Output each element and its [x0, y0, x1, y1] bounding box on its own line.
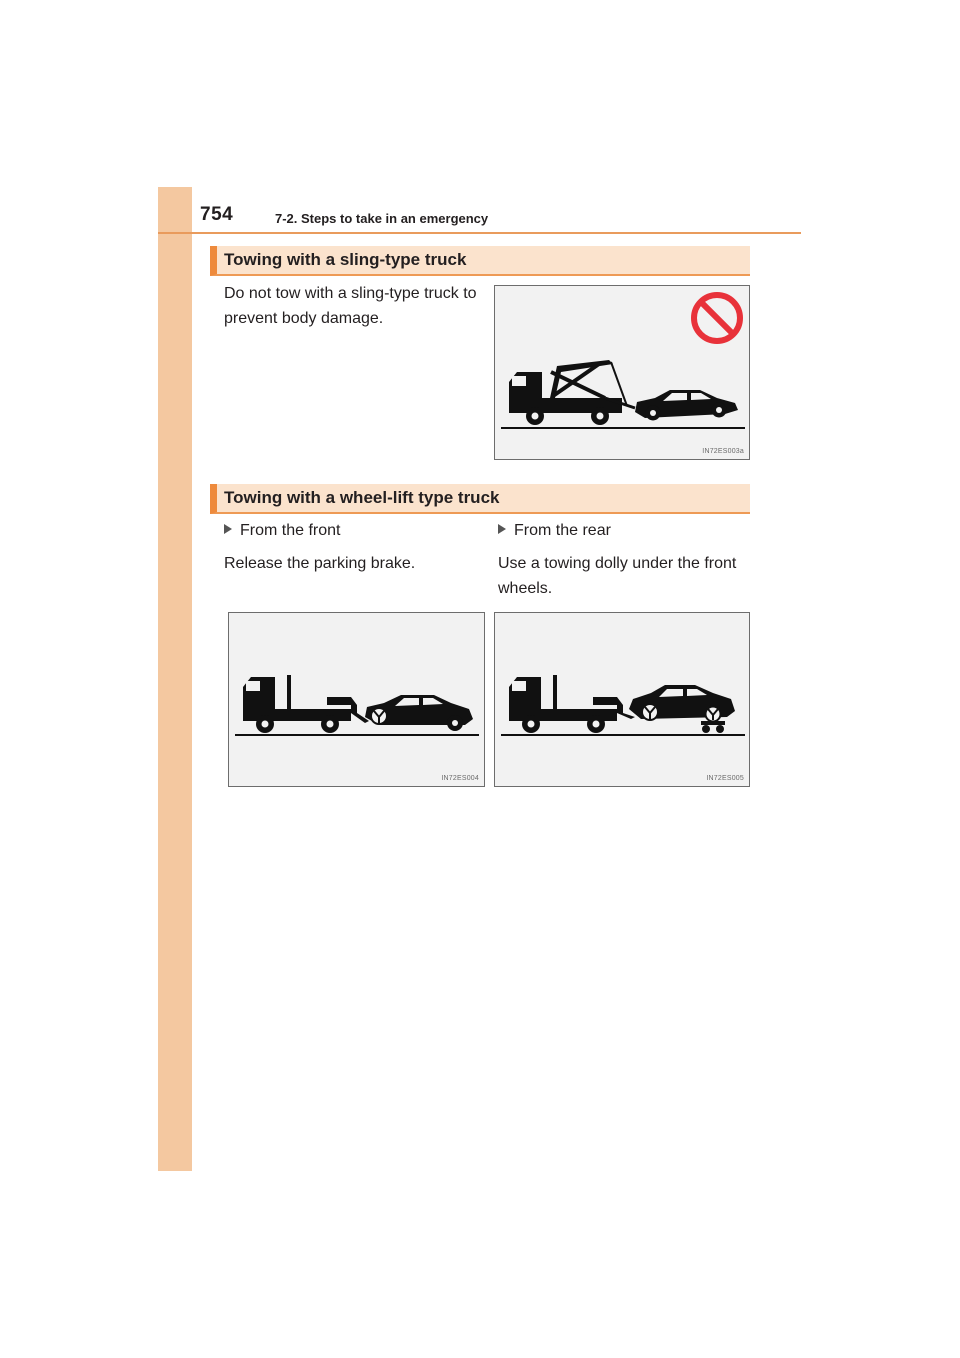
rear-text-line2: wheels.	[498, 580, 553, 597]
car-icon	[635, 390, 738, 421]
header-rule	[158, 232, 801, 234]
tow-truck-icon	[509, 675, 635, 733]
tow-truck-icon	[509, 360, 635, 425]
sling-text-line2: prevent body damage.	[224, 310, 384, 327]
tow-truck-icon	[243, 675, 369, 733]
rear-description	[498, 551, 736, 601]
prohibition-icon	[694, 295, 740, 341]
rear-bullet	[498, 522, 611, 540]
sling-text-line1: Do not tow with a sling-type truck to	[224, 285, 477, 302]
sling-truck-figure	[494, 285, 750, 460]
car-icon	[629, 685, 735, 722]
triangle-bullet-icon	[224, 524, 232, 534]
front-figure-code: IN72ES004	[441, 775, 479, 782]
rear-figure-code: IN72ES005	[706, 775, 744, 782]
rear-label: From the rear	[514, 522, 611, 539]
triangle-bullet-icon	[498, 524, 506, 534]
wheel-lift-heading-text: Towing with a wheel-lift type truck	[224, 488, 500, 507]
rear-tow-figure	[494, 612, 750, 787]
sling-description	[224, 281, 477, 331]
rear-text-line1: Use a towing dolly under the front	[498, 555, 737, 572]
towing-dolly-icon	[701, 721, 725, 733]
sling-figure-code: IN72ES003a	[702, 448, 744, 455]
section-title: 7-2. Steps to take in an emergency	[275, 211, 489, 226]
front-description: Release the parking brake.	[224, 555, 416, 572]
side-band	[158, 187, 192, 1171]
sling-heading	[210, 246, 750, 276]
car-icon	[365, 695, 473, 731]
front-tow-figure	[228, 612, 485, 787]
sling-heading-text: Towing with a sling-type truck	[224, 250, 467, 269]
wheel-lift-heading	[210, 484, 750, 514]
front-tow-illustration	[229, 613, 486, 788]
rear-tow-illustration	[495, 613, 751, 788]
sling-truck-illustration	[495, 286, 751, 461]
page-number: 754	[200, 204, 234, 225]
front-bullet	[224, 522, 340, 540]
front-label: From the front	[240, 522, 341, 539]
